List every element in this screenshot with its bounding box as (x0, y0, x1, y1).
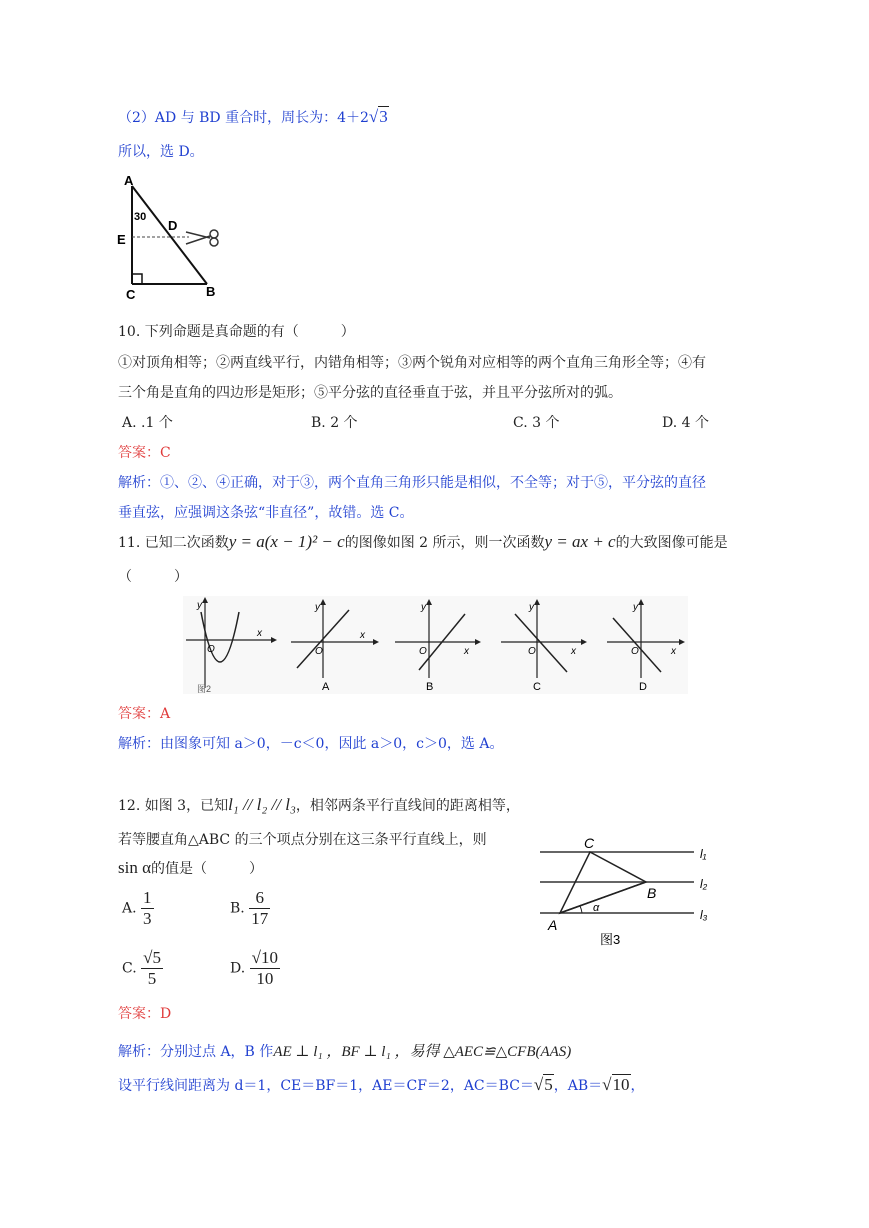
sqrt-radicand: 10 (612, 1075, 630, 1094)
q10-analysis-2: 垂直弦，应强调这条弦“非直径”，故错。选 C。 (118, 505, 414, 521)
c-x-label: x (571, 646, 576, 657)
sqrt-radicand: 5 (544, 1075, 553, 1094)
q12-sin-alpha: sin α (118, 858, 151, 877)
fig2-y-label: y (197, 600, 202, 611)
panel-d-label: D (639, 681, 647, 693)
label-a: A (548, 917, 558, 933)
d-origin-label: O (631, 646, 639, 657)
q12-option-b-fraction (249, 888, 270, 929)
q10-statements-2: 三个角是直角的四边形是矩形；⑤平分弦的直径垂直于弦，并且平分弦所对的弧。 (118, 385, 622, 401)
prev-line-1-text: （2）AD 与 BD 重合时，周长为：4＋2 (118, 110, 369, 126)
q12-stem-prefix: 12. 如图 3，已知 (118, 798, 229, 814)
q12-analysis-prefix: 解析：分别过点 A，B 作 (118, 1044, 274, 1060)
q10-option-c: C. 3 个 (513, 415, 560, 431)
sqrt-radicand: 3 (379, 107, 388, 126)
q12-stem-2: 若等腰直角△ABC 的三个项点分别在这三条平行直线上，则 (118, 832, 487, 848)
q12-stem-1 (118, 795, 520, 815)
label-a: A (124, 173, 134, 188)
q10-option-b: B. 2 个 (311, 415, 358, 431)
q11-graph-panels (183, 596, 688, 694)
q12-analysis-1 (118, 1040, 571, 1061)
c-origin-label: O (528, 646, 536, 657)
label-b: B (206, 284, 216, 299)
label-d: D (168, 218, 178, 233)
q11-formula-quadratic: y = a(x − 1)² − c (228, 532, 345, 551)
label-b: B (647, 885, 657, 901)
a-y-label: y (315, 602, 320, 613)
q10-statements-1: ①对顶角相等；②两直线平行，内错角相等；③两个锐角对应相等的两个直角三角形全等；④有 (118, 355, 706, 371)
frac-num: √10 (251, 948, 278, 967)
q12-option-c (122, 948, 163, 989)
q11-answer: 答案：A (118, 706, 171, 722)
q11-stem-suffix: 的大致图像可能是 (615, 535, 728, 551)
q11-stem-middle: 的图像如图 2 所示，则一次函数 (344, 535, 545, 551)
q12-analysis-2-prefix: 设平行线间距离为 d＝1，CE＝BF＝1，AE＝CF＝2，AC＝BC＝ (118, 1078, 534, 1094)
label-e: E (117, 232, 126, 247)
q12-option-a (122, 888, 154, 929)
q11-stem-prefix: 11. 已知二次函数 (118, 535, 229, 551)
q12-parallel-formula: l₁ // l₂ // l₃ (228, 795, 296, 814)
q12-option-d-fraction (250, 948, 280, 989)
label-c: C (584, 835, 595, 851)
prev-line-1 (118, 107, 389, 127)
b-x-label: x (464, 646, 469, 657)
fig3-caption: 图3 (600, 932, 621, 947)
triangle-figure (114, 172, 229, 302)
q12-analysis-formula: AE ⊥ l₁ ，BF ⊥ l₁ ，易得 △AEC≌△CFB(AAS) (273, 1044, 572, 1060)
frac-num: 6 (249, 888, 270, 909)
q10-stem: 10. 下列命题是真命题的有（ ） (118, 324, 355, 340)
b-origin-label: O (419, 646, 427, 657)
d-y-label: y (633, 602, 638, 613)
a-x-label: x (360, 630, 365, 641)
sqrt-10: √10 (602, 1075, 630, 1094)
q10-answer: 答案：C (118, 445, 171, 461)
q11-analysis: 解析：由图象可知 a＞0，－c＜0，因此 a＞0，c＞0，选 A。 (118, 736, 504, 752)
a-origin-label: O (315, 646, 323, 657)
q12-stem-suffix: ，相邻两条平行直线间的距离相等， (295, 798, 520, 814)
q12-figure-3 (536, 832, 726, 952)
q12-analysis-2 (118, 1075, 645, 1095)
label-l3: l₃ (700, 908, 708, 922)
frac-den: 5 (147, 969, 157, 988)
panel-a-label: A (322, 681, 330, 693)
q12-option-b-label: B. (230, 900, 245, 917)
fig2-x-label: x (257, 628, 262, 639)
fig2-caption: 图2 (197, 684, 212, 694)
fig2-origin-label: O (207, 644, 215, 655)
q10-option-d: D. 4 个 (662, 415, 709, 431)
scissors-icon (186, 230, 218, 246)
frac-num: 1 (143, 888, 152, 907)
q11-stem-line2: （ ） (118, 569, 188, 585)
label-c: C (126, 287, 136, 302)
q12-analysis-2-mid: ，AB＝ (553, 1078, 603, 1094)
q11-stem (118, 532, 728, 552)
label-l2: l₂ (700, 877, 708, 891)
q12-option-d-label: D. (230, 960, 246, 977)
q10-option-a: A. .1 个 (122, 415, 173, 431)
q12-stem-3-suffix: 的值是（ ） (151, 861, 263, 877)
q12-option-d (230, 948, 280, 989)
q11-formula-linear: y = ax + c (544, 532, 616, 551)
angle-alpha-arc (580, 906, 582, 913)
q10-analysis-1: 解析：①、②、④正确，对于③，两个直角三角形只能是相似，不全等；对于⑤，平分弦的直径 (118, 475, 706, 491)
label-alpha: α (593, 902, 600, 914)
panel-c-label: C (533, 681, 541, 693)
q12-stem-3 (118, 858, 263, 878)
sqrt-3: √3 (368, 107, 388, 126)
right-angle-mark (132, 274, 142, 284)
q12-option-a-fraction (141, 888, 154, 929)
q12-option-c-fraction (141, 948, 163, 989)
frac-num: √5 (143, 948, 161, 967)
frac-den: 10 (256, 969, 274, 988)
c-y-label: y (529, 602, 534, 613)
q12-option-b (230, 888, 270, 929)
frac-den: 3 (143, 909, 152, 928)
panels-background (183, 596, 688, 694)
panel-b-label: B (426, 681, 434, 693)
prev-line-2: 所以，选 D。 (118, 144, 204, 160)
q12-option-c-label: C. (122, 960, 137, 977)
q12-answer: 答案：D (118, 1006, 172, 1022)
d-x-label: x (671, 646, 676, 657)
b-y-label: y (421, 602, 426, 613)
q12-analysis-2-end: ， (630, 1078, 645, 1094)
label-angle-30: 30 (134, 211, 147, 223)
label-l1: l₁ (700, 847, 707, 861)
sqrt-5: √5 (533, 1075, 553, 1094)
q12-option-a-label: A. (122, 900, 137, 917)
frac-den: 17 (251, 909, 269, 928)
